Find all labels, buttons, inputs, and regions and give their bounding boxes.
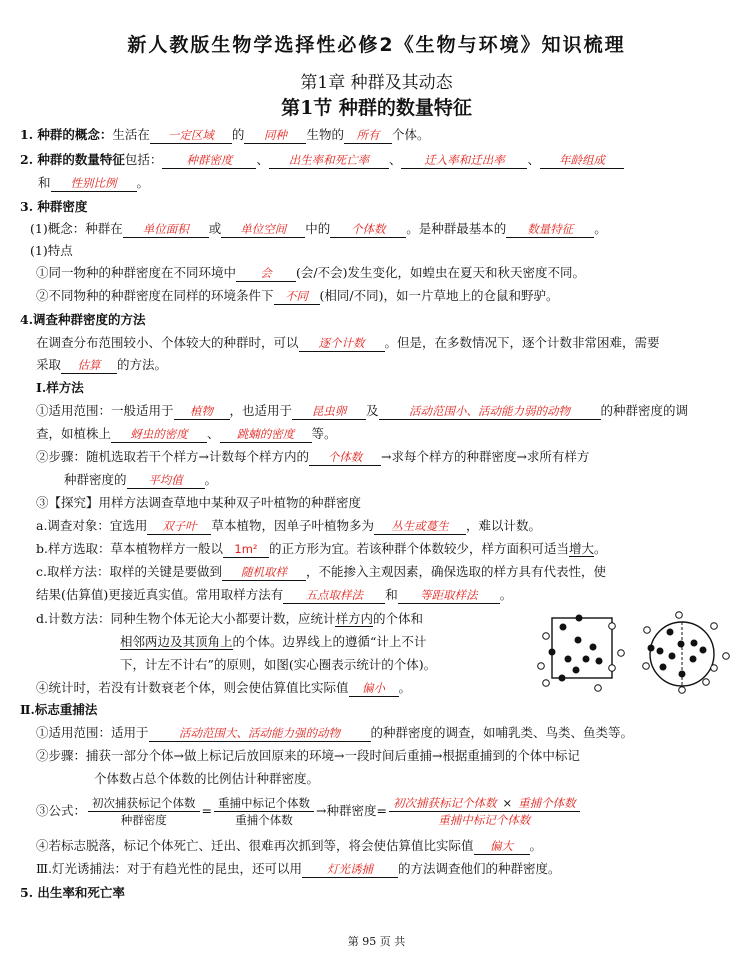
blank: 逐个计数 bbox=[299, 336, 385, 352]
blank: 活动范围小、活动能力弱的动物 bbox=[379, 404, 601, 420]
uncounted-individuals bbox=[643, 612, 730, 694]
mark-steps-1: ②步骤：捕获一部分个体→做上标记后放回原来的环境→一段时间后重捕→根据重捕到的个体中标记 bbox=[36, 748, 580, 763]
blank: 灯光诱捕 bbox=[302, 862, 398, 878]
quadrat-c-2: 结果(估算值)更接近真实值。常用取样方法有 五点取样法 和 等距取样法 。 bbox=[36, 587, 513, 602]
underlined-text: 相邻两边及其顶角上 bbox=[120, 634, 233, 649]
blank: 五点取样法 bbox=[283, 588, 385, 604]
q4-intro-1: 在调查分布范围较小、个体较大的种群时，可以 逐个计数 。但是，在多数情况下，逐个计数非常困难，需要 bbox=[36, 335, 660, 350]
blank: 不同 bbox=[274, 289, 320, 305]
quadrat-d-1: d.计数方法：同种生物个体无论大小都要计数，应统计样方内的个体和 bbox=[36, 611, 424, 626]
quadrat-scope-2: 查，如植株上 蚜虫的密度 、 跳蝻的密度 等。 bbox=[36, 426, 337, 441]
q4-heading: 4.调查种群密度的方法 bbox=[20, 312, 146, 327]
mark-scope: ①适用范围：适用于 活动范围大、活动能力强的动物 的种群密度的调查，如哺乳类、鸟类、鱼类等。 bbox=[36, 725, 634, 740]
quadrat-d-2: 相邻两边及其顶角上的个体。边界线上的遵循“计上不计 bbox=[120, 634, 427, 649]
blank: 蚜虫的密度 bbox=[111, 427, 207, 443]
q3-heading: 3. 种群密度 bbox=[20, 199, 88, 214]
quadrat-b: b.样方选取：草本植物样方一般以 1m² 的正方形为宜。若该种群个体数较少，样方面积可适当增大。 bbox=[36, 541, 607, 556]
blank: 个体数 bbox=[330, 222, 406, 238]
quadrat-d-3: 下，计左不计右”的原则，如图(实心圈表示统计的个体)。 bbox=[120, 657, 437, 672]
blank: 昆虫卵 bbox=[292, 404, 366, 420]
quadrat-scope-1: ①适用范围：一般适用于 植物 ，也适用于 昆虫卵 及 活动范围小、活动能力弱的动物 的种群密度的调 bbox=[36, 403, 689, 418]
quadrat-steps-2: 种群密度的 平均值 。 bbox=[64, 472, 218, 487]
q3-feature-2: ②不同物种的种群密度在同样的环境条件下 不同 (相同/不同)，如一片草地上的仓鼠和野驴。 bbox=[36, 288, 559, 303]
quadrat-steps-1: ②步骤：随机选取若干个样方→计数每个样方内的 个体数 →求每个样方的种群密度→求所有样方 bbox=[36, 449, 590, 464]
blank: 跳蝻的密度 bbox=[220, 427, 312, 443]
formula-fraction-right: $\frac{\text{重捕中标记个体数}}{\text{重捕个体数}}$ bbox=[214, 795, 314, 828]
mark-error: ④若标志脱落，标记个体死亡、迁出、很难再次抓到等，将会使估算值比实际值 偏大 。 bbox=[36, 838, 543, 853]
blank: 一定区域 bbox=[150, 128, 232, 144]
chapter-title: 第1章 种群及其动态 bbox=[300, 73, 453, 93]
blank: 植物 bbox=[174, 404, 230, 420]
blank: 随机取样 bbox=[222, 565, 306, 581]
blank: 平均值 bbox=[127, 473, 205, 489]
blank: 估算 bbox=[61, 358, 117, 374]
blank: 丛生或蔓生 bbox=[374, 519, 466, 535]
mark-recapture-heading: Ⅱ.标志重捕法 bbox=[20, 702, 98, 717]
q2-line2: 和 性别比例 。 bbox=[38, 175, 150, 190]
blank: 迁入率和迁出率 bbox=[401, 153, 527, 169]
blank: 偏小 bbox=[349, 681, 399, 697]
blank: 性别比例 bbox=[51, 176, 137, 192]
blank: 出生率和死亡率 bbox=[269, 153, 389, 169]
blank: 年龄组成 bbox=[540, 153, 624, 169]
blank: 双子叶 bbox=[147, 519, 211, 535]
q3-feature-1: ①同一物种的种群密度在不同环境中 会 (会/不会)发生变化，如蝗虫在夏天和秋天密度不同。 bbox=[36, 265, 585, 280]
formula-fraction-left: $\frac{\text{初次捕获标记个体数}}{\text{种群密度}}$ bbox=[88, 795, 200, 828]
quadrat-a: a.调查对象：宜选用 双子叶 草本植物，因单子叶植物多为 丛生或蔓生 ，难以计数。 bbox=[36, 518, 541, 533]
page-footer: 第 95 页 共 bbox=[347, 935, 406, 948]
quadrat-count: ④统计时，若没有计数衰老个体，则会使估算值比实际值 偏小 。 bbox=[36, 680, 412, 695]
blank: 个体数 bbox=[309, 450, 381, 466]
mark-steps-2: 个体数占总个体数的比例估计种群密度。 bbox=[94, 771, 320, 786]
counted-individuals bbox=[549, 615, 603, 682]
quadrat-c-1: c.取样方法：取样的关键是要做到 随机取样 ，不能掺入主观因素，确保选取的样方具有代表性，使 bbox=[36, 564, 606, 579]
q3-concept: (1)概念：种群在 单位面积 或 单位空间 中的 个体数 。是种群最基本的 数量特征 。 bbox=[30, 221, 607, 236]
blank: 1m² bbox=[223, 542, 269, 558]
q1-line: 1. 种群的概念：生活在 一定区域 的 同种 生物的 所有 个体。 bbox=[20, 127, 430, 142]
blank: 种群密度 bbox=[162, 153, 256, 169]
quadrat-heading: Ⅰ.样方法 bbox=[36, 380, 84, 395]
light-trap-line: Ⅲ.灯光诱捕法：对于有趋光性的昆虫，还可以用 灯光诱捕 的方法调查他们的种群密度。 bbox=[36, 861, 561, 876]
quadrat-circle-figure bbox=[636, 604, 736, 698]
blank: 单位面积 bbox=[123, 222, 209, 238]
blank: 单位空间 bbox=[221, 222, 305, 238]
formula-result-fraction: $\frac{\text{初次捕获标记个体数 × 重捕个体数}}{\text{重捕中标记个体数}}$ bbox=[389, 795, 580, 828]
blank: 数量特征 bbox=[506, 222, 594, 238]
document-title: 新人教版生物学选择性必修2《生物与环境》知识梳理 bbox=[127, 34, 626, 56]
blank: 所有 bbox=[344, 128, 392, 144]
q5-heading: 5. 出生率和死亡率 bbox=[20, 885, 125, 900]
q3-feature-heading: (1)特点 bbox=[30, 243, 73, 258]
section-title: 第1节 种群的数量特征 bbox=[281, 97, 472, 119]
q4-intro-2: 采取 估算 的方法。 bbox=[36, 357, 168, 372]
underlined-text: 样方内 bbox=[335, 611, 373, 626]
mark-formula: ③公式： $\frac{\text{初次捕获标记个体数}}{\text{种群密度}}$ = $\frac{\text{重捕中标记个体数}}{\text{重捕个体数}}$ →种群密度= $\frac{\text{初次捕获标记个体数 × 重捕个体数}}{\text{重捕中标记个体数}}$ bbox=[36, 794, 582, 828]
blank: 会 bbox=[236, 266, 296, 282]
blank: 偏大 bbox=[474, 839, 530, 855]
blank: 等距取样法 bbox=[398, 588, 500, 604]
quadrat-explore: ③【探究】用样方法调查草地中某种双子叶植物的种群密度 bbox=[36, 495, 362, 510]
underlined-text: 增大 bbox=[569, 541, 595, 556]
blank: 同种 bbox=[244, 128, 306, 144]
q2-line: 2. 种群的数量特征包括： 种群密度 、 出生率和死亡率 、 迁入率和迁出率 、 年龄组成 bbox=[20, 151, 624, 169]
quadrat-square-figure bbox=[532, 604, 632, 698]
blank: 活动范围大、活动能力强的动物 bbox=[149, 726, 371, 742]
